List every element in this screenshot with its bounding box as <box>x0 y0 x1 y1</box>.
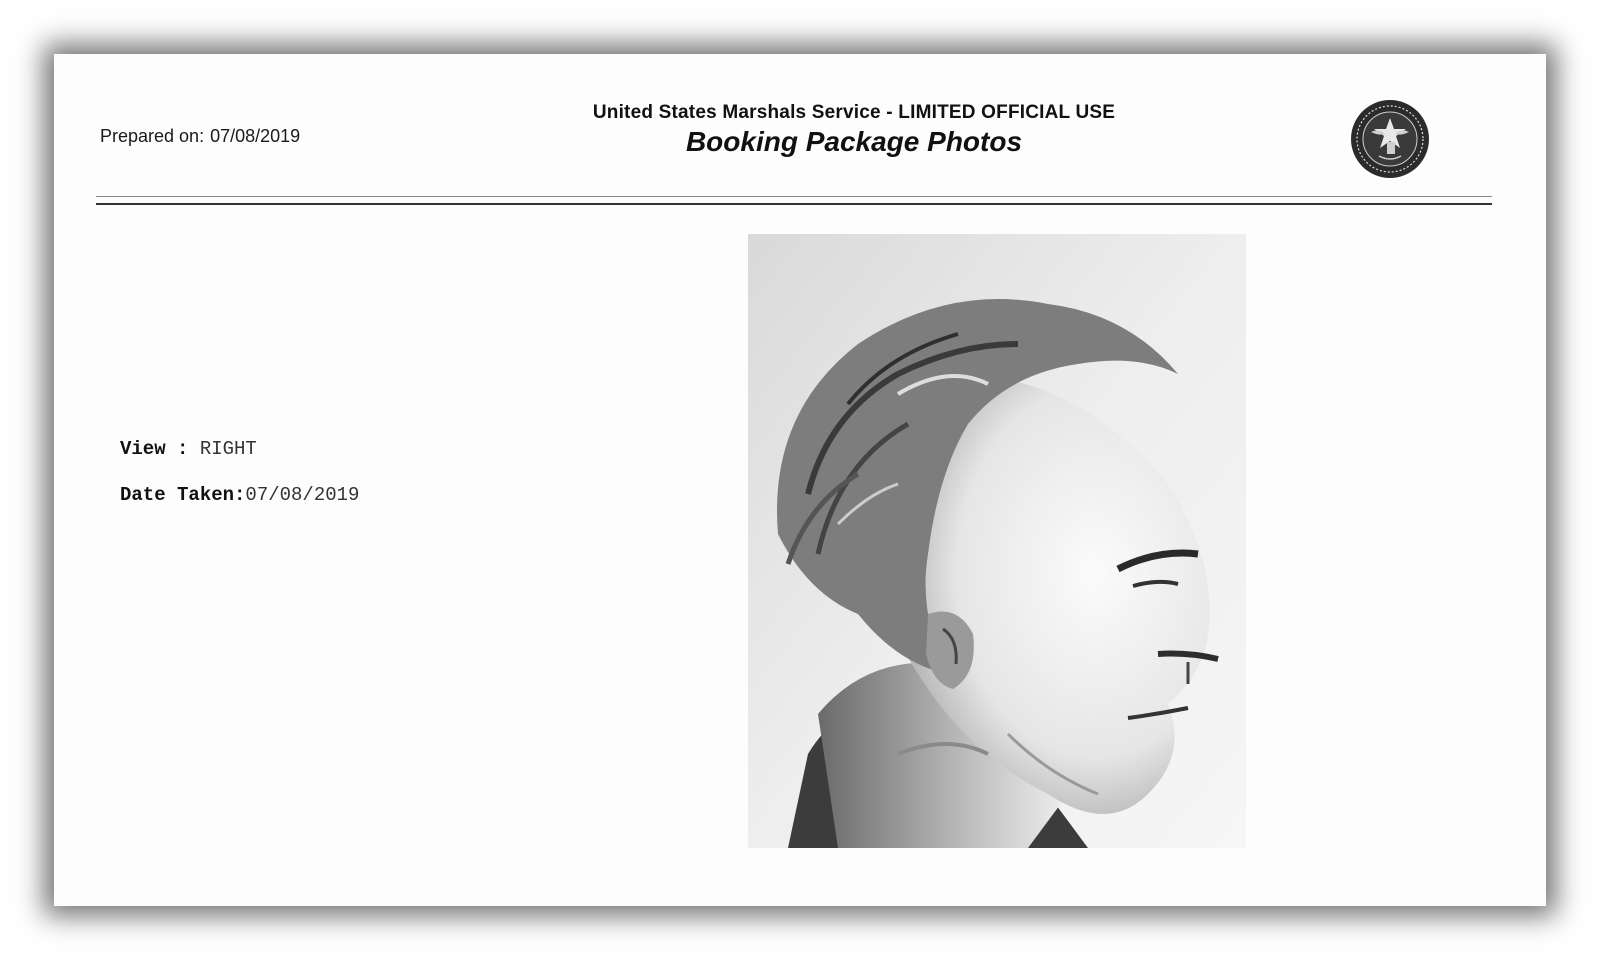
view-label: View : <box>120 438 189 460</box>
view-row <box>120 437 359 461</box>
prepared-on-label: Prepared on: <box>100 126 205 146</box>
agency-line: United States Marshals Service - LIMITED OFFICIAL USE <box>592 102 1116 123</box>
booking-photo <box>748 234 1246 848</box>
prepared-on <box>100 126 300 147</box>
page-title: Booking Package Photos <box>685 126 1023 157</box>
header-rule-thin <box>96 196 1492 197</box>
document-header <box>574 102 1134 158</box>
header-rule-thick <box>96 203 1492 205</box>
prepared-on-date: 07/08/2019 <box>210 126 301 146</box>
photo-details <box>120 437 359 507</box>
date-taken-row <box>120 483 359 507</box>
marshals-seal-icon <box>1349 98 1431 180</box>
date-taken-label: Date Taken: <box>120 484 246 506</box>
document-page <box>54 54 1546 906</box>
date-taken-value: 07/08/2019 <box>245 484 360 506</box>
view-value: RIGHT <box>199 438 257 460</box>
